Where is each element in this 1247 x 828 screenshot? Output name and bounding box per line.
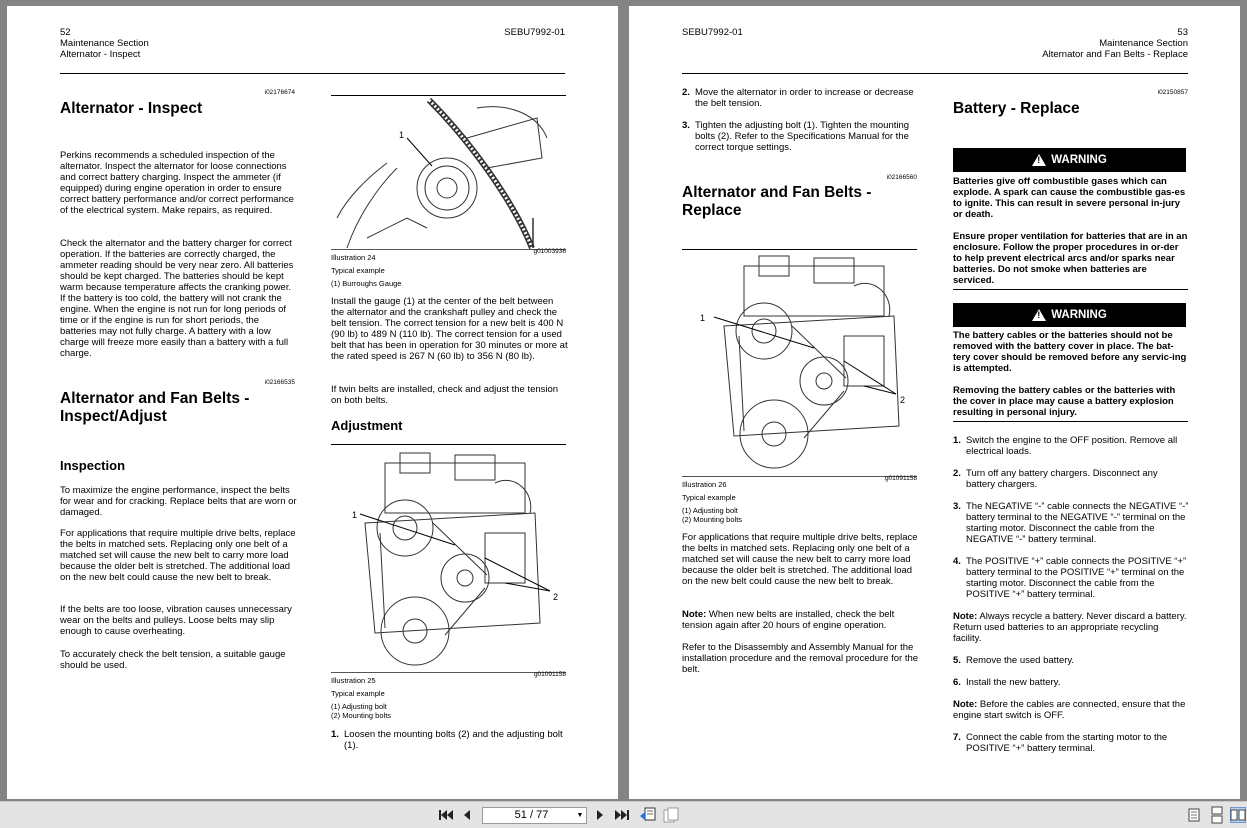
illustration-engine-adjust [345,453,560,668]
paragraph: For applications that require multiple drive belts, replace the belts in matched sets. Replacing only one belt of a matched set will cause the new belt to carry more load because the older belt is stretched. The additional load on the new belt could cause the new belt to break. [60,528,296,583]
page-header-right [989,27,1188,60]
figure-rule [682,249,917,250]
illustration-caption [331,248,566,288]
topic-id: i02150857 [1157,89,1188,96]
next-page-icon[interactable] [592,807,608,823]
page-number-input[interactable]: 51 / 77 ▼ [482,807,587,824]
header-subsection: Alternator and Fan Belts - Replace [1042,49,1188,60]
paragraph: To maximize the engine performance, inspect the belts for wear and for cracking. Replace belts that are worn or damaged. [60,485,297,518]
caption-item: (1) Adjusting bolt [331,702,387,711]
procedure-step: 4. The POSITIVE “+” cable connects the POSITIVE “+” battery terminal to the POSITIVE “+” terminal on the starting motor. Disconnect the cable from the POSITIVE “+” battery terminal. [953,556,1187,600]
warning-text: Batteries give off combustible gases which can explode. A spark can cause the combustible gas-es to ignite. This can result in severe personal in-jury or death. [953,176,1186,220]
doc-code: SEBU7992-01 [682,27,743,38]
paragraph: Refer to the Disassembly and Assembly Manual for the installation procedure and the removal procedure for the belt. [682,642,919,675]
header-subsection: Alternator - Inspect [60,49,141,60]
topic-id: i02166560 [886,174,917,181]
page-52 [7,6,618,799]
procedure-step: 2. Turn off any battery chargers. Disconnect any battery chargers. [953,468,1158,490]
topic-title: Alternator and Fan Belts - Replace [682,184,872,219]
typical-example: Typical example [331,689,385,698]
note: Note: Before the cables are connected, ensure that the engine start switch is OFF. [953,699,1186,721]
callout-2: 2 [900,395,906,405]
note: Note: Always recycle a battery. Never discard a battery. Return used batteries to an appropriate recycling facility. [953,611,1187,644]
header-section: Maintenance Section [1099,38,1188,49]
illustration-label: Illustration 25 [331,676,376,685]
illustration-caption [682,475,917,524]
paragraph: Install the gauge (1) at the center of the belt between the alternator and the crankshaft pulley and check the belt tension. The correct tension for a new belt is 400 N (90 lb) to 489 N (110 lb). The correct tension for a used belt that has been in operation for 30 minutes or more at the rated speed is 267 N (60 lb) to 356 N (80 lb). [331,296,568,362]
page-header-left [60,27,260,60]
figure-rule [331,444,566,445]
procedure-step: 1. Loosen the mounting bolts (2) and the adjusting bolt (1). [331,729,563,751]
single-page-icon[interactable] [1186,807,1202,823]
topic-title: Alternator - Inspect [60,100,203,117]
procedure-step: 6. Install the new battery. [953,677,1061,688]
callout-2: 2 [553,592,559,602]
header-rule [60,73,565,74]
procedure-step: 2. Move the alternator in order to increase or decrease the belt tension. [682,87,914,109]
viewer-toolbar [0,801,1247,828]
typical-example: Typical example [682,493,736,502]
warning-text: Ensure proper ventilation for batteries that are in an enclosure. Follow the proper procedures in or-der to help prevent electrical arcs and/or sparks near batteries. Do not smoke when batteries are serviced. [953,231,1188,286]
warning-rule [953,289,1188,290]
warning-banner: ! WARNING [953,303,1186,327]
illustration-label: Illustration 26 [682,480,727,489]
illustration-caption [331,671,566,720]
subheading-adjustment: Adjustment [331,418,403,433]
illustration-label: Illustration 24 [331,253,376,262]
procedure-step: 7. Connect the cable from the starting motor to the POSITIVE “+” battery terminal. [953,732,1168,754]
page-number: 53 [1177,27,1188,38]
illustration-gauge [337,98,547,248]
procedure-step: 5. Remove the used battery. [953,655,1075,666]
go-forward-icon[interactable] [663,807,679,823]
figure-code: g01091158 [533,671,566,678]
doc-code: SEBU7992-01 [504,27,565,38]
warning-rule [953,421,1188,422]
procedure-step: 3. The NEGATIVE “-” cable connects the NEGATIVE “-” battery terminal to the NEGATIVE “-” terminal on the starting motor. Disconnect the cable from the NEGATIVE “-” battery terminal. [953,501,1189,545]
paragraph: For applications that require multiple drive belts, replace the belts in matched sets. Replacing only one belt of a matched set will cause the new belt to carry more load because the older belt is stretched. The additional load on the new belt could cause the new belt to break. [682,532,918,587]
paragraph: If twin belts are installed, check and adjust the tension on both belts. [331,384,559,406]
paragraph: Check the alternator and the battery charger for correct operation. If the batteries are correctly charged, the ammeter reading should be very near zero. All batteries should be kept charged. The batteries should be kept warm because temperature affects the cranking power. If the battery is too cold, the battery will not crank the engine. When the engine is not run for long periods of time or if the engine is run for short periods, the batteries may not fully charge. A battery with a low charge will freeze more easily than a battery with a full charge. [60,238,294,359]
topic-id: i02166535 [264,379,295,386]
header-section: Maintenance Section [60,38,149,49]
last-page-icon[interactable] [614,807,630,823]
topic-title: Battery - Replace [953,100,1080,117]
figure-code: g01091158 [884,475,917,482]
warning-text: Removing the battery cables or the batteries with the cover in place may cause a battery explosion resulting in personal injury. [953,385,1176,418]
prev-page-icon[interactable] [459,807,475,823]
paragraph: If the belts are too loose, vibration causes unnecessary wear on the belts and pulleys. Loose belts may slip enough to cause overheating. [60,604,292,637]
warning-triangle-icon [1032,154,1046,166]
page-number: 52 [60,27,71,38]
callout-1: 1 [352,510,358,520]
paragraph: Perkins recommends a scheduled inspection of the alternator. Inspect the alternator for loose connections and correct battery charging. Inspect the ammeter (if equipped) during engine operation in order to ensure correct battery performance and/or correct performance of the electrical system. Make repairs, as required. [60,150,294,216]
go-back-icon[interactable] [640,807,656,823]
chevron-down-icon[interactable]: ▼ [576,812,584,819]
note: Note: When new belts are installed, check the belt tension again after 20 hours of engine operation. [682,609,895,631]
subheading-inspection: Inspection [60,458,126,473]
warning-text: The battery cables or the batteries should not be removed with the battery cover in place. The bat-tery cover should be removed before any servic-ing is attempted. [953,330,1187,374]
warning-triangle-icon [1032,309,1046,321]
callout-1: 1 [399,130,405,140]
caption-item: (1) Burroughs Gauge [331,279,402,288]
figure-rule [331,95,566,96]
illustration-engine-replace [700,256,924,471]
procedure-step: 3. Tighten the adjusting bolt (1). Tighten the mounting bolts (2). Refer to the Specifications Manual for the correct torque settings. [682,120,910,153]
procedure-step: 1. Switch the engine to the OFF position. Remove all electrical loads. [953,435,1178,457]
warning-banner: ! WARNING [953,148,1186,172]
caption-item: (2) Mounting bolts [331,711,392,720]
paragraph: To accurately check the belt tension, a suitable gauge should be used. [60,649,286,671]
caption-item: (2) Mounting bolts [682,515,743,524]
typical-example: Typical example [331,266,385,275]
continuous-page-icon[interactable] [1209,807,1225,823]
topic-title: Alternator and Fan Belts - Inspect/Adjust [60,390,250,425]
facing-pages-icon[interactable] [1230,807,1246,823]
figure-code: g01003936 [533,248,566,255]
callout-1: 1 [700,313,706,323]
first-page-icon[interactable] [438,807,454,823]
header-rule [682,73,1188,74]
topic-id: i02176674 [264,89,295,96]
page-53 [629,6,1240,799]
caption-item: (1) Adjusting bolt [682,506,738,515]
